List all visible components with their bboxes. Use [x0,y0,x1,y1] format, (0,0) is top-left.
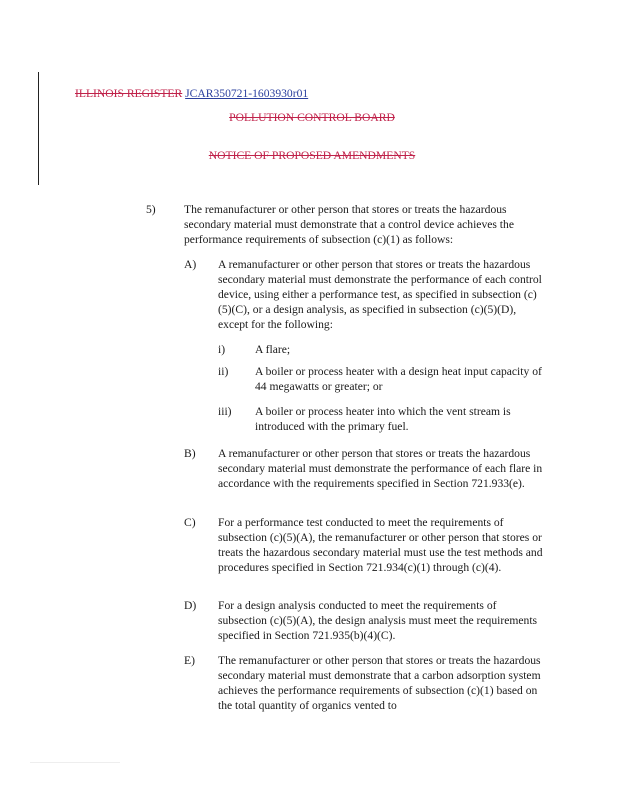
board-header [0,110,624,125]
paragraph-text: A remanufacturer or other person that stores or treats the hazardous secondary material must demonstrate the performance of each flare in accordance with the requirements specified in Section 721.933(e). [218,447,543,490]
register-inserted-text: JCAR350721-1603930r01 [185,87,309,100]
paragraph-label: C) [184,516,196,529]
register-deleted-text: ILLINOIS REGISTER [75,87,183,100]
paragraph-label: E) [184,654,195,667]
paragraph-label: B) [184,447,196,460]
paragraph-label: 5) [146,203,156,216]
paragraph-label: iii) [218,405,232,418]
paragraph-text: The remanufacturer or other person that stores or treats the hazardous secondary material must demonstrate that a carbon adsorption system achieves the performance requirements of subsection (c)(1) based on the total quantity of organics vented to [218,654,541,712]
footer-rule [30,762,120,763]
margin-change-bar [38,72,39,185]
paragraph-label: A) [184,258,197,271]
paragraph-text: A flare; [255,343,291,356]
paragraph-text: A remanufacturer or other person that stores or treats the hazardous secondary material must demonstrate the performance of each control device, using either a performance test, as specified in subsection (c)(5)(C), or a design analysis, as specified in subsection (c)(5)(D), except for the following: [218,258,542,331]
register-header [75,86,308,101]
paragraph-label: i) [218,343,226,356]
paragraph-label: D) [184,599,197,612]
paragraph-text: A boiler or process heater into which the vent stream is introduced with the primary fuel. [255,405,511,433]
paragraph-text: A boiler or process heater with a design heat input capacity of 44 megawatts or greater; or [255,365,542,393]
board-title: POLLUTION CONTROL BOARD [229,111,395,124]
notice-title: NOTICE OF PROPOSED AMENDMENTS [208,149,416,162]
paragraph-text: For a performance test conducted to meet the requirements of subsection (c)(5)(A), the remanufacturer or other person that stores or treats the hazardous secondary material must use the test methods and procedures specified in Section 721.934(c)(1) through (c)(4). [218,516,543,574]
notice-header [0,148,624,163]
paragraph-text: The remanufacturer or other person that stores or treats the hazardous secondary material must demonstrate that a control device achieves the performance requirements of subsection (c)(1) as follows: [184,203,514,246]
paragraph-label: ii) [218,365,229,378]
paragraph-text: For a design analysis conducted to meet the requirements of subsection (c)(5)(A), the design analysis must meet the requirements specified in Section 721.935(b)(4)(C). [218,599,538,642]
